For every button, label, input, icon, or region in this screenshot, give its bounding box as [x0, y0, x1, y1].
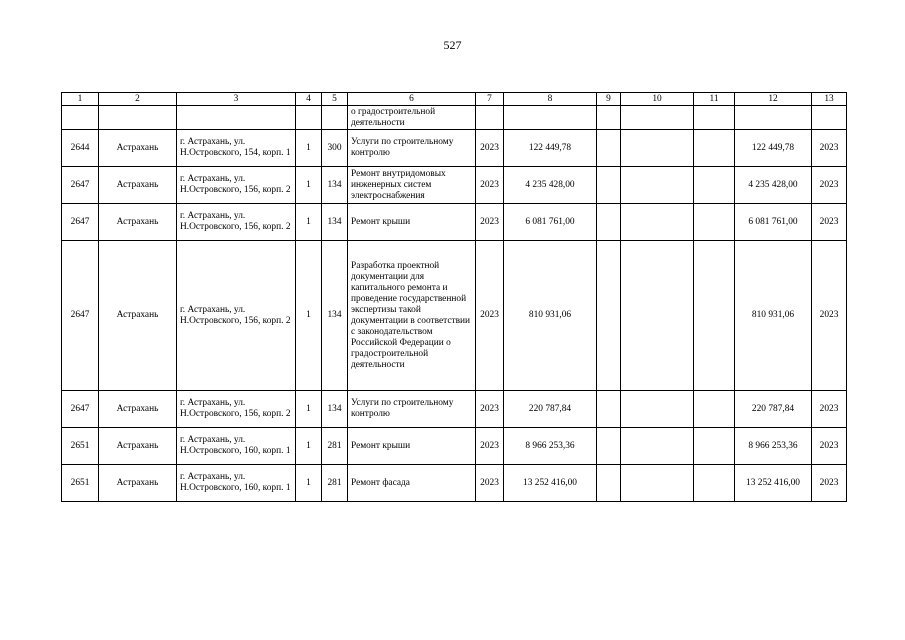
header-row — [62, 93, 847, 106]
cell-number: 2647 — [62, 167, 99, 204]
cell-col10 — [621, 465, 694, 502]
cell-work-type: Услуги по строительному контролю — [348, 391, 476, 428]
cell-year-end — [812, 106, 847, 130]
table-row — [62, 241, 847, 391]
cell-col4 — [296, 106, 322, 130]
cell-col10 — [621, 391, 694, 428]
cell-col10 — [621, 167, 694, 204]
cell-work-type: Ремонт фасада — [348, 465, 476, 502]
cell-city: Астрахань — [99, 391, 177, 428]
cell-col9 — [597, 428, 621, 465]
cell-col4: 1 — [296, 130, 322, 167]
cell-amount: 8 966 253,36 — [504, 428, 597, 465]
table-row — [62, 465, 847, 502]
cell-col11 — [694, 167, 735, 204]
cell-amount: 4 235 428,00 — [504, 167, 597, 204]
cell-col9 — [597, 167, 621, 204]
cell-year: 2023 — [476, 241, 504, 391]
cell-address: г. Астрахань, ул. Н.Островского, 160, корп. 1 — [177, 428, 296, 465]
cell-work-type: Ремонт крыши — [348, 428, 476, 465]
cell-amount: 220 787,84 — [504, 391, 597, 428]
cell-col10 — [621, 241, 694, 391]
cell-col9 — [597, 391, 621, 428]
header-cell-13: 13 — [812, 93, 847, 106]
cell-city: Астрахань — [99, 465, 177, 502]
register-table — [61, 92, 847, 502]
cell-number: 2651 — [62, 465, 99, 502]
cell-col10 — [621, 204, 694, 241]
header-cell-6: 6 — [348, 93, 476, 106]
cell-year-end: 2023 — [812, 465, 847, 502]
table-row — [62, 391, 847, 428]
cell-col9 — [597, 241, 621, 391]
cell-address: г. Астрахань, ул. Н.Островского, 156, корп. 2 — [177, 204, 296, 241]
cell-col10 — [621, 106, 694, 130]
cell-city: Астрахань — [99, 167, 177, 204]
cell-work-type: Ремонт крыши — [348, 204, 476, 241]
cell-year-end: 2023 — [812, 167, 847, 204]
header-cell-10: 10 — [621, 93, 694, 106]
header-cell-12: 12 — [735, 93, 812, 106]
cell-year-end: 2023 — [812, 391, 847, 428]
cell-city: Астрахань — [99, 428, 177, 465]
cell-work-type: Услуги по строительному контролю — [348, 130, 476, 167]
cell-work-type: о градостроительной деятельности — [348, 106, 476, 130]
cell-col11 — [694, 106, 735, 130]
cell-year-end: 2023 — [812, 204, 847, 241]
cell-work-type: Разработка проектной документации для капитального ремонта и проведение государственной экспертизы такой документации в соответствии с законодательством Российской Федерации о градостроительной деятельности — [348, 241, 476, 391]
cell-col4: 1 — [296, 204, 322, 241]
cell-year-end: 2023 — [812, 428, 847, 465]
cell-year: 2023 — [476, 391, 504, 428]
cell-address: г. Астрахань, ул. Н.Островского, 156, корп. 2 — [177, 241, 296, 391]
cell-col4: 1 — [296, 167, 322, 204]
header-cell-5: 5 — [322, 93, 348, 106]
cell-city: Астрахань — [99, 204, 177, 241]
header-cell-8: 8 — [504, 93, 597, 106]
cell-work-type: Ремонт внутридомовых инженерных систем электроснабжения — [348, 167, 476, 204]
cell-col11 — [694, 241, 735, 391]
cell-col9 — [597, 465, 621, 502]
cell-year: 2023 — [476, 204, 504, 241]
cell-col11 — [694, 465, 735, 502]
cell-col5: 134 — [322, 204, 348, 241]
header-cell-4: 4 — [296, 93, 322, 106]
cell-amount: 122 449,78 — [504, 130, 597, 167]
cell-amount: 6 081 761,00 — [504, 204, 597, 241]
cell-number: 2647 — [62, 204, 99, 241]
cell-col5: 281 — [322, 428, 348, 465]
cell-col9 — [597, 204, 621, 241]
cell-amount-total: 122 449,78 — [735, 130, 812, 167]
cell-year: 2023 — [476, 465, 504, 502]
cell-col9 — [597, 106, 621, 130]
cell-col4: 1 — [296, 465, 322, 502]
cell-year: 2023 — [476, 130, 504, 167]
cell-year — [476, 106, 504, 130]
cell-address: г. Астрахань, ул. Н.Островского, 160, корп. 1 — [177, 465, 296, 502]
cell-amount — [504, 106, 597, 130]
table-row — [62, 106, 847, 130]
cell-col4: 1 — [296, 391, 322, 428]
cell-address: г. Астрахань, ул. Н.Островского, 156, корп. 2 — [177, 391, 296, 428]
cell-col4: 1 — [296, 428, 322, 465]
cell-col11 — [694, 204, 735, 241]
header-cell-7: 7 — [476, 93, 504, 106]
cell-col5: 134 — [322, 167, 348, 204]
cell-year: 2023 — [476, 167, 504, 204]
cell-address: г. Астрахань, ул. Н.Островского, 156, корп. 2 — [177, 167, 296, 204]
cell-year-end: 2023 — [812, 241, 847, 391]
cell-amount-total: 8 966 253,36 — [735, 428, 812, 465]
cell-col9 — [597, 130, 621, 167]
cell-number: 2647 — [62, 241, 99, 391]
cell-number: 2647 — [62, 391, 99, 428]
cell-amount-total: 220 787,84 — [735, 391, 812, 428]
cell-city: Астрахань — [99, 241, 177, 391]
cell-col10 — [621, 428, 694, 465]
cell-col5: 134 — [322, 241, 348, 391]
cell-city — [99, 106, 177, 130]
header-cell-3: 3 — [177, 93, 296, 106]
cell-amount-total: 6 081 761,00 — [735, 204, 812, 241]
cell-year-end: 2023 — [812, 130, 847, 167]
cell-amount: 13 252 416,00 — [504, 465, 597, 502]
cell-address: г. Астрахань, ул. Н.Островского, 154, корп. 1 — [177, 130, 296, 167]
header-cell-1: 1 — [62, 93, 99, 106]
header-cell-2: 2 — [99, 93, 177, 106]
cell-col11 — [694, 428, 735, 465]
cell-year: 2023 — [476, 428, 504, 465]
table-row — [62, 167, 847, 204]
cell-amount: 810 931,06 — [504, 241, 597, 391]
cell-city: Астрахань — [99, 130, 177, 167]
cell-number — [62, 106, 99, 130]
table-row — [62, 204, 847, 241]
cell-col4: 1 — [296, 241, 322, 391]
cell-col5 — [322, 106, 348, 130]
header-cell-11: 11 — [694, 93, 735, 106]
cell-amount-total — [735, 106, 812, 130]
cell-amount-total: 4 235 428,00 — [735, 167, 812, 204]
cell-col5: 281 — [322, 465, 348, 502]
cell-col5: 300 — [322, 130, 348, 167]
cell-amount-total: 13 252 416,00 — [735, 465, 812, 502]
cell-amount-total: 810 931,06 — [735, 241, 812, 391]
cell-col11 — [694, 130, 735, 167]
cell-col5: 134 — [322, 391, 348, 428]
page-number: 527 — [443, 38, 462, 52]
cell-number: 2651 — [62, 428, 99, 465]
cell-address — [177, 106, 296, 130]
table-row — [62, 130, 847, 167]
cell-number: 2644 — [62, 130, 99, 167]
cell-col10 — [621, 130, 694, 167]
table-row — [62, 428, 847, 465]
header-cell-9: 9 — [597, 93, 621, 106]
cell-col11 — [694, 391, 735, 428]
